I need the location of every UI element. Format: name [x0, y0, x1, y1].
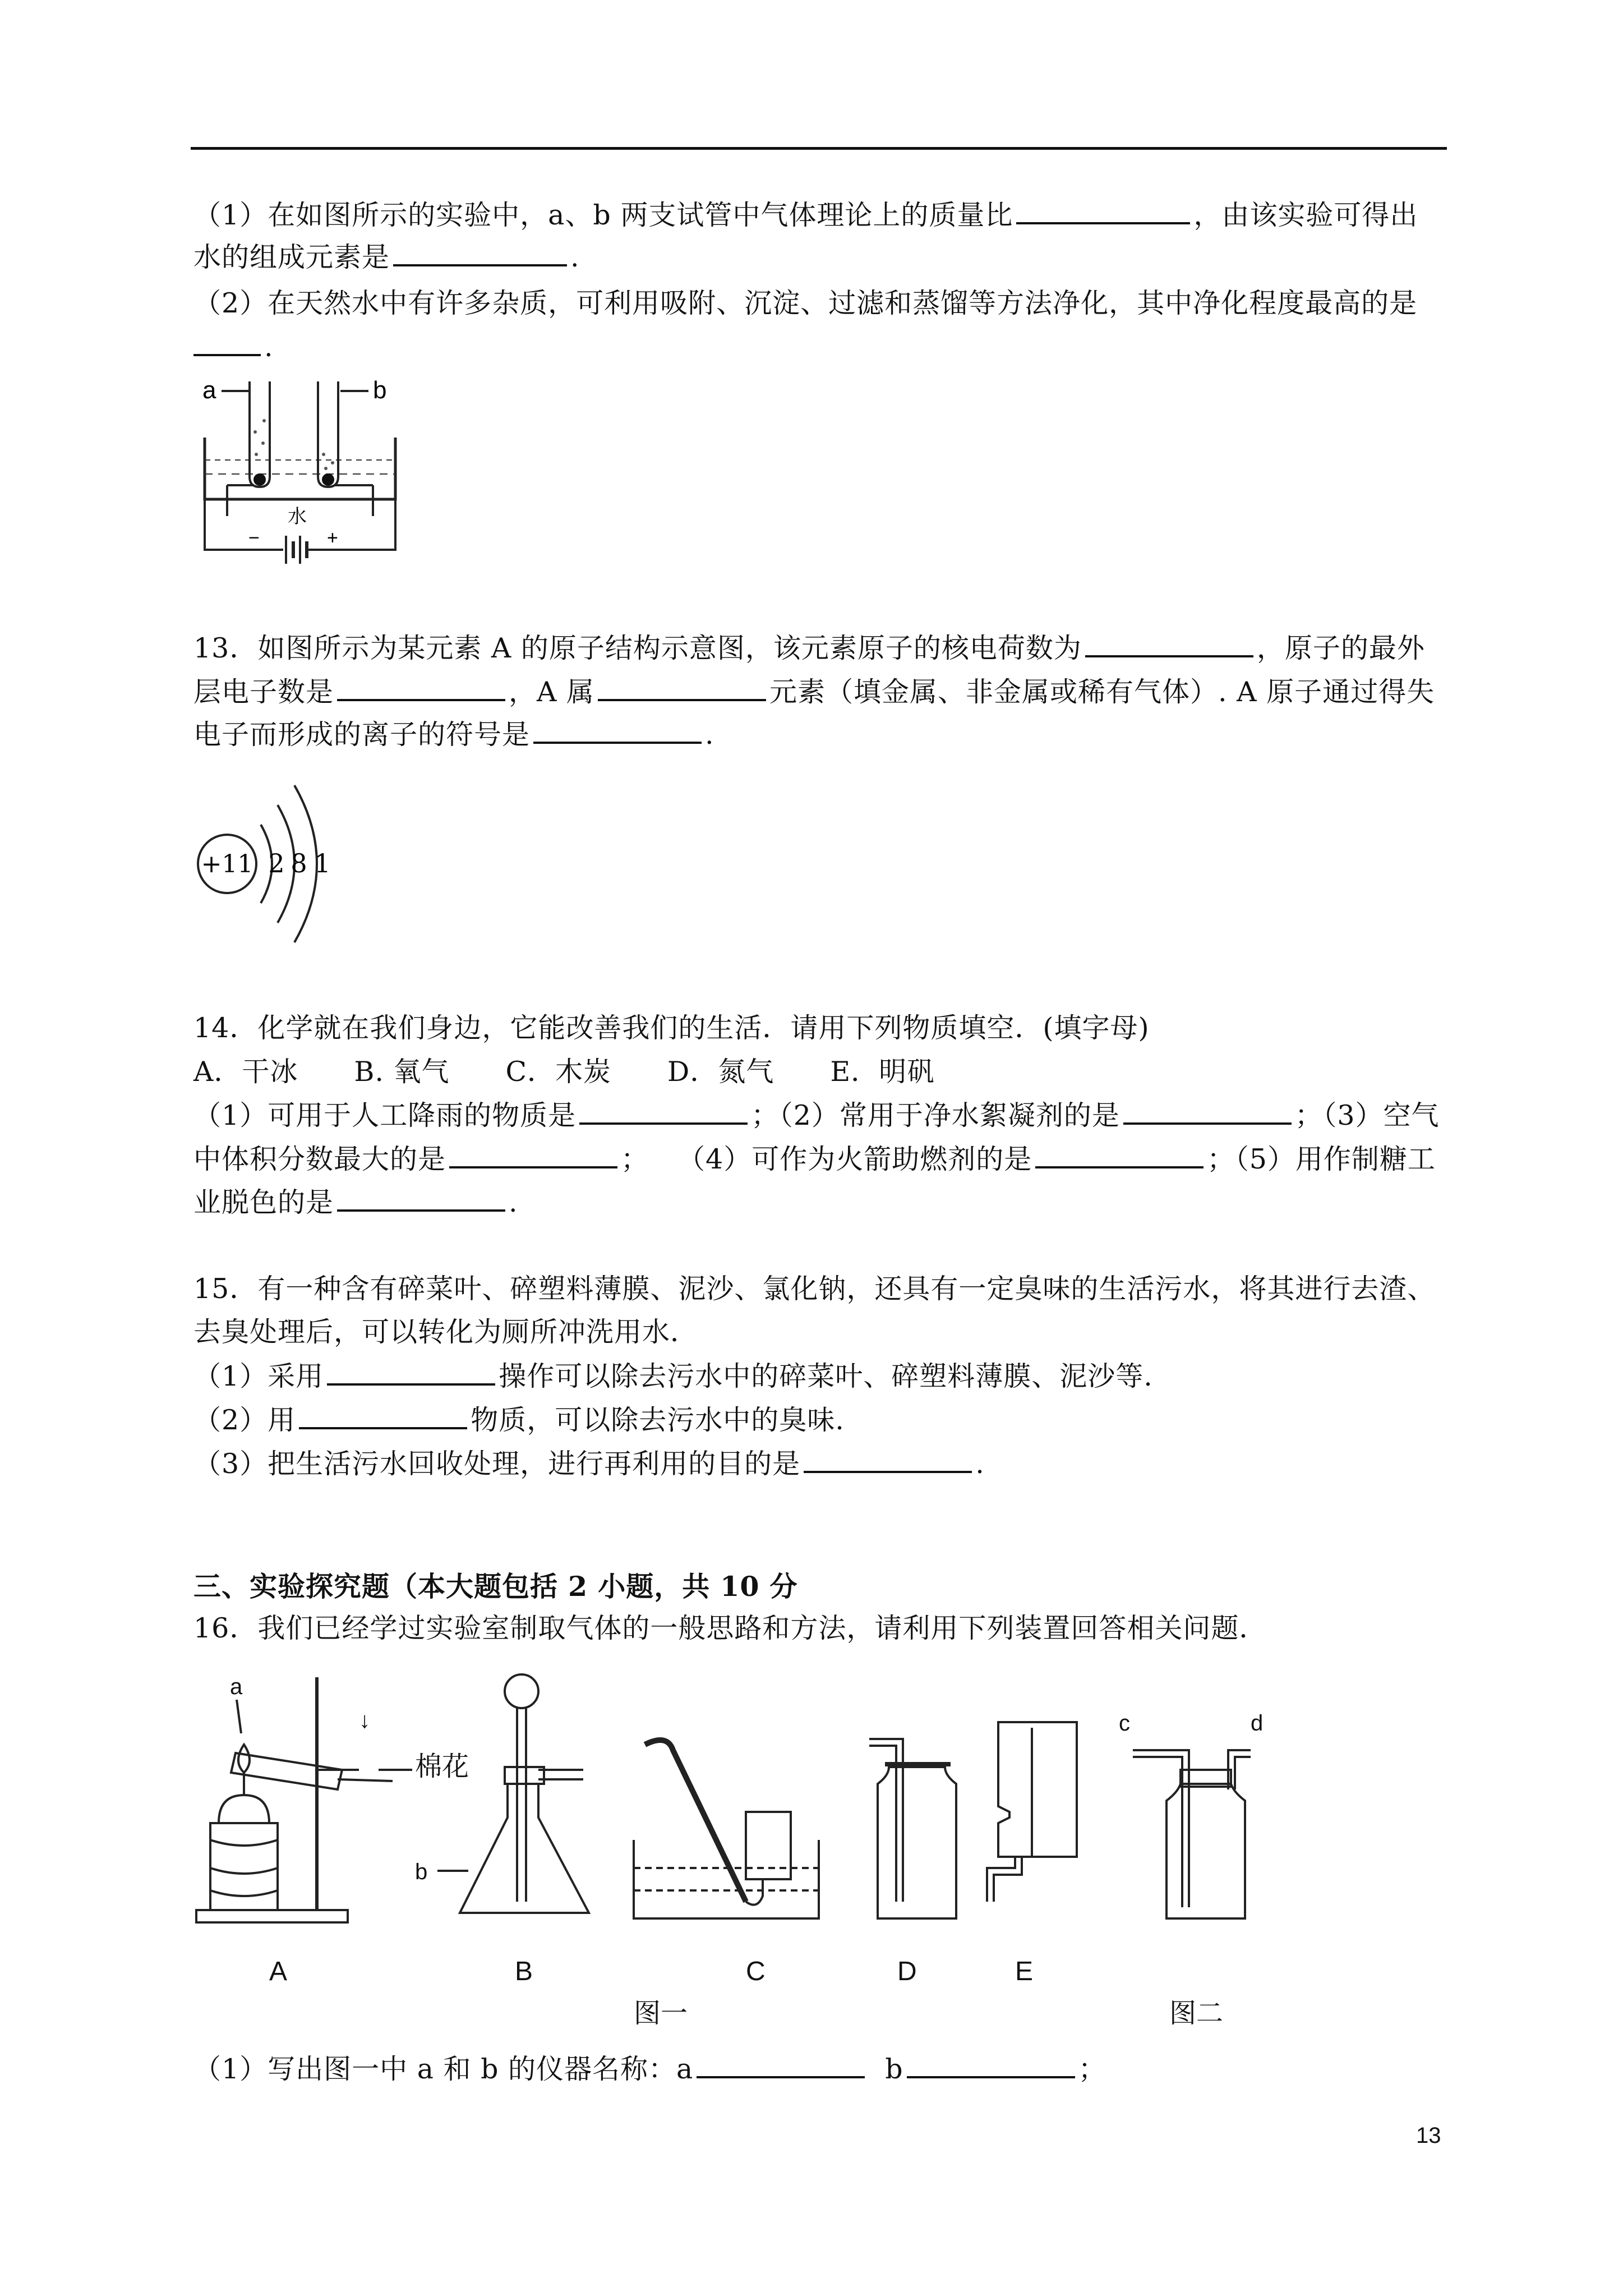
shell1-electrons: 2 [268, 848, 285, 878]
nucleus-charge: +11 [201, 850, 253, 878]
answer-blank[interactable] [1016, 196, 1190, 224]
q12-line4: . [193, 328, 274, 366]
svg-text:图一: 图一 [634, 1998, 688, 2025]
header-rule [191, 147, 1447, 150]
shell3-electrons: 1 [314, 848, 331, 878]
answer-blank[interactable] [193, 328, 261, 356]
apparatus-B [415, 1674, 589, 1986]
q13-line2: 层电子数是 ，A 属 元素（填金属、非金属或稀有气体）. A 原子通过得失 [193, 673, 1435, 711]
label-b: b [373, 376, 387, 404]
q15-line4: （2）用 物质，可以除去污水中的臭味. [193, 1401, 845, 1439]
water-label: 水 [288, 506, 307, 527]
apparatus-figure [191, 1655, 1312, 2025]
answer-blank[interactable] [449, 1140, 617, 1168]
answer-blank[interactable] [337, 1184, 505, 1212]
svg-text:↓: ↓ [359, 1708, 370, 1733]
q12-line2: 水的组成元素是 . [193, 238, 580, 276]
svg-text:d: d [1251, 1711, 1264, 1736]
section3-heading: 三、实验探究题（本大题包括 2 小题，共 10 分 [193, 1570, 798, 1603]
q15-line3: （1）采用 操作可以除去污水中的碎菜叶、碎塑料薄膜、泥沙等. [193, 1358, 1153, 1395]
q13-line3: 电子而形成的离子的符号是 . [193, 716, 714, 753]
answer-blank[interactable] [1123, 1097, 1292, 1125]
q14-line3: （1）可用于人工降雨的物质是 ；（2）常用于净水絮凝剂的是 ；（3）空气 [193, 1097, 1440, 1134]
answer-blank[interactable] [393, 238, 567, 266]
svg-text:c: c [1119, 1711, 1130, 1736]
q16-line: 16．我们已经学过实验室制取气体的一般思路和方法，请利用下列装置回答相关问题． [193, 1612, 1267, 1644]
apparatus-fig2 [1119, 1711, 1263, 1918]
shell2-electrons: 8 [291, 848, 307, 878]
answer-blank[interactable] [299, 1401, 467, 1429]
apparatus-A [196, 1674, 469, 1986]
minus-sign: − [248, 527, 260, 549]
svg-text:A: A [269, 1957, 288, 1986]
answer-blank[interactable] [1035, 1140, 1204, 1168]
q16-1-line: （1）写出图一中 a 和 b 的仪器名称：a b ； [193, 2050, 1106, 2088]
q13-line1: 13．如图所示为某元素 A 的原子结构示意图，该元素原子的核电荷数为 ，原子的最外 [193, 629, 1425, 667]
q14-line5: 业脱色的是 . [193, 1184, 518, 1221]
answer-blank[interactable] [598, 673, 766, 701]
answer-blank[interactable] [804, 1445, 972, 1473]
svg-text:B: B [515, 1957, 533, 1986]
q15-line2: 去臭处理后，可以转化为厕所冲洗用水． [193, 1316, 699, 1348]
q14-line4: 中体积分数最大的是 ； （4）可作为火箭助燃剂的是 ；（5）用作制糖工 [193, 1140, 1436, 1178]
svg-text:图二: 图二 [1169, 1998, 1224, 2025]
q15-line1: 15．有一种含有碎菜叶、碎塑料薄膜、泥沙、氯化钠，还具有一定臭味的生活污水，将其进行去渣、 [193, 1273, 1436, 1305]
q12-line3: （2）在天然水中有许多杂质，可利用吸附、沉淀、过滤和蒸馏等方法净化，其中净化程度最高的是 [193, 287, 1418, 319]
svg-text:b: b [415, 1860, 428, 1884]
answer-blank[interactable] [697, 2050, 865, 2078]
answer-blank[interactable] [533, 716, 702, 744]
apparatus-E [987, 1722, 1077, 1986]
svg-text:C: C [746, 1957, 766, 1986]
svg-text:D: D [897, 1957, 917, 1986]
answer-blank[interactable] [327, 1358, 495, 1386]
electrolysis-figure [193, 376, 407, 567]
svg-text:E: E [1015, 1957, 1034, 1986]
apparatus-D [869, 1739, 956, 1986]
label-a: a [202, 376, 216, 404]
answer-blank[interactable] [1085, 629, 1253, 657]
q14-line1: 14．化学就在我们身边，它能改善我们的生活．请用下列物质填空．(填字母) [193, 1012, 1150, 1044]
svg-text:棉花: 棉花 [415, 1752, 469, 1782]
answer-blank[interactable] [337, 673, 505, 701]
q12-line1: （1）在如图所示的实验中，a、b 两支试管中气体理论上的质量比 ，由该实验可得出 [193, 196, 1418, 234]
answer-blank[interactable] [579, 1097, 748, 1125]
answer-blank[interactable] [907, 2050, 1075, 2078]
svg-text:a: a [230, 1674, 243, 1699]
atom-structure-figure [193, 771, 362, 962]
page-number: 13 [1416, 2123, 1441, 2148]
q15-line5: （3）把生活污水回收处理，进行再利用的目的是 . [193, 1445, 985, 1483]
plus-sign: + [327, 527, 338, 549]
apparatus-C [634, 1740, 819, 1986]
q14-options: A．干冰 B. 氧气 C．木炭 D．氮气 E．明矾 [193, 1056, 935, 1088]
